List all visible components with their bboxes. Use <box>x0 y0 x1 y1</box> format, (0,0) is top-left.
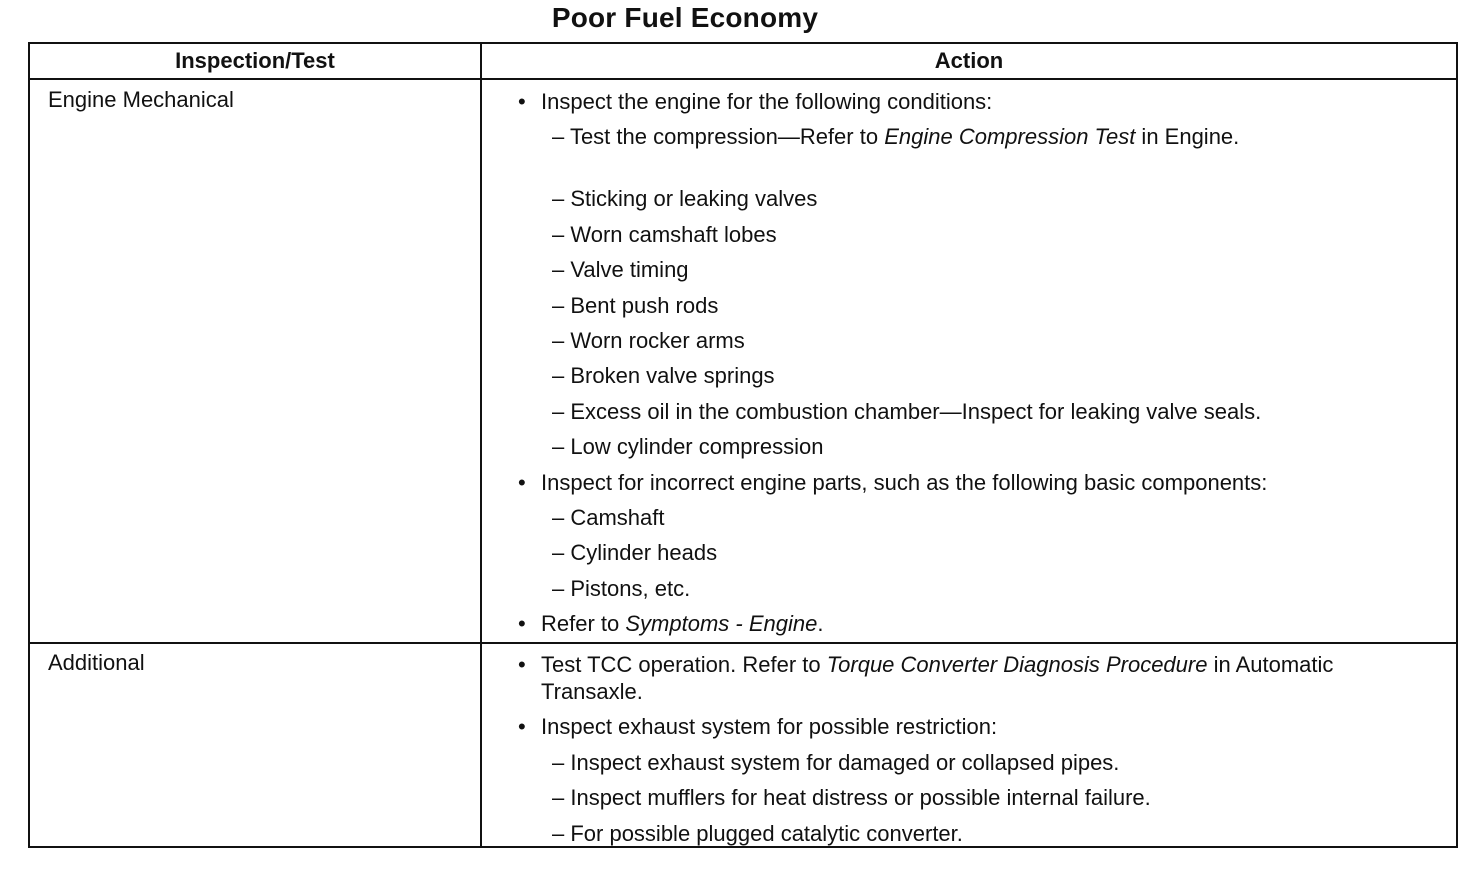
list-item: • Inspect for incorrect engine parts, such as the following basic components: <box>515 469 1396 496</box>
list-item: – Low cylinder compression <box>552 434 824 460</box>
list-item: – Excess oil in the combustion chamber—Inspect for leaking valve seals. <box>552 398 1262 424</box>
list-item: • Inspect exhaust system for possible restriction: <box>515 713 1396 740</box>
list-item: – Worn camshaft lobes <box>552 221 777 247</box>
list-item: – Cylinder heads <box>552 540 718 566</box>
list-item: • Refer to Symptoms - Engine. <box>515 610 1396 637</box>
column-header-inspection: Inspection/Test <box>175 48 335 73</box>
list-item: – Broken valve springs <box>552 363 775 389</box>
list-item: – Valve timing <box>552 257 689 283</box>
list-item: – For possible plugged catalytic converter. <box>552 820 963 846</box>
column-header-action: Action <box>934 48 1004 73</box>
list-item: – Worn rocker arms <box>552 327 745 353</box>
action-cell-additional <box>515 651 1396 855</box>
row-label-additional: Additional <box>48 650 145 675</box>
list-item: – Inspect exhaust system for damaged or collapsed pipes. <box>552 749 1120 775</box>
list-item: – Bent push rods <box>552 292 719 318</box>
list-item: • Test TCC operation. Refer to Torque Converter Diagnosis Procedure in Automatic Transaxle. <box>515 651 1396 705</box>
list-item: • Inspect the engine for the following conditions: <box>515 88 1396 115</box>
page-title: Poor Fuel Economy <box>551 2 819 33</box>
action-cell-engine-mechanical <box>515 88 1396 645</box>
diagnostic-table <box>28 42 1458 848</box>
list-item: – Pistons, etc. <box>552 575 691 601</box>
row-label-engine-mechanical: Engine Mechanical <box>48 87 234 112</box>
header-divider <box>30 78 1456 80</box>
column-divider <box>480 44 482 846</box>
list-item: – Camshaft <box>552 504 665 530</box>
list-item: – Test the compression—Refer to Engine Compression Test in Engine. <box>552 124 1240 150</box>
list-item: – Inspect mufflers for heat distress or possible internal failure. <box>552 785 1151 811</box>
list-item: – Sticking or leaking valves <box>552 186 818 212</box>
